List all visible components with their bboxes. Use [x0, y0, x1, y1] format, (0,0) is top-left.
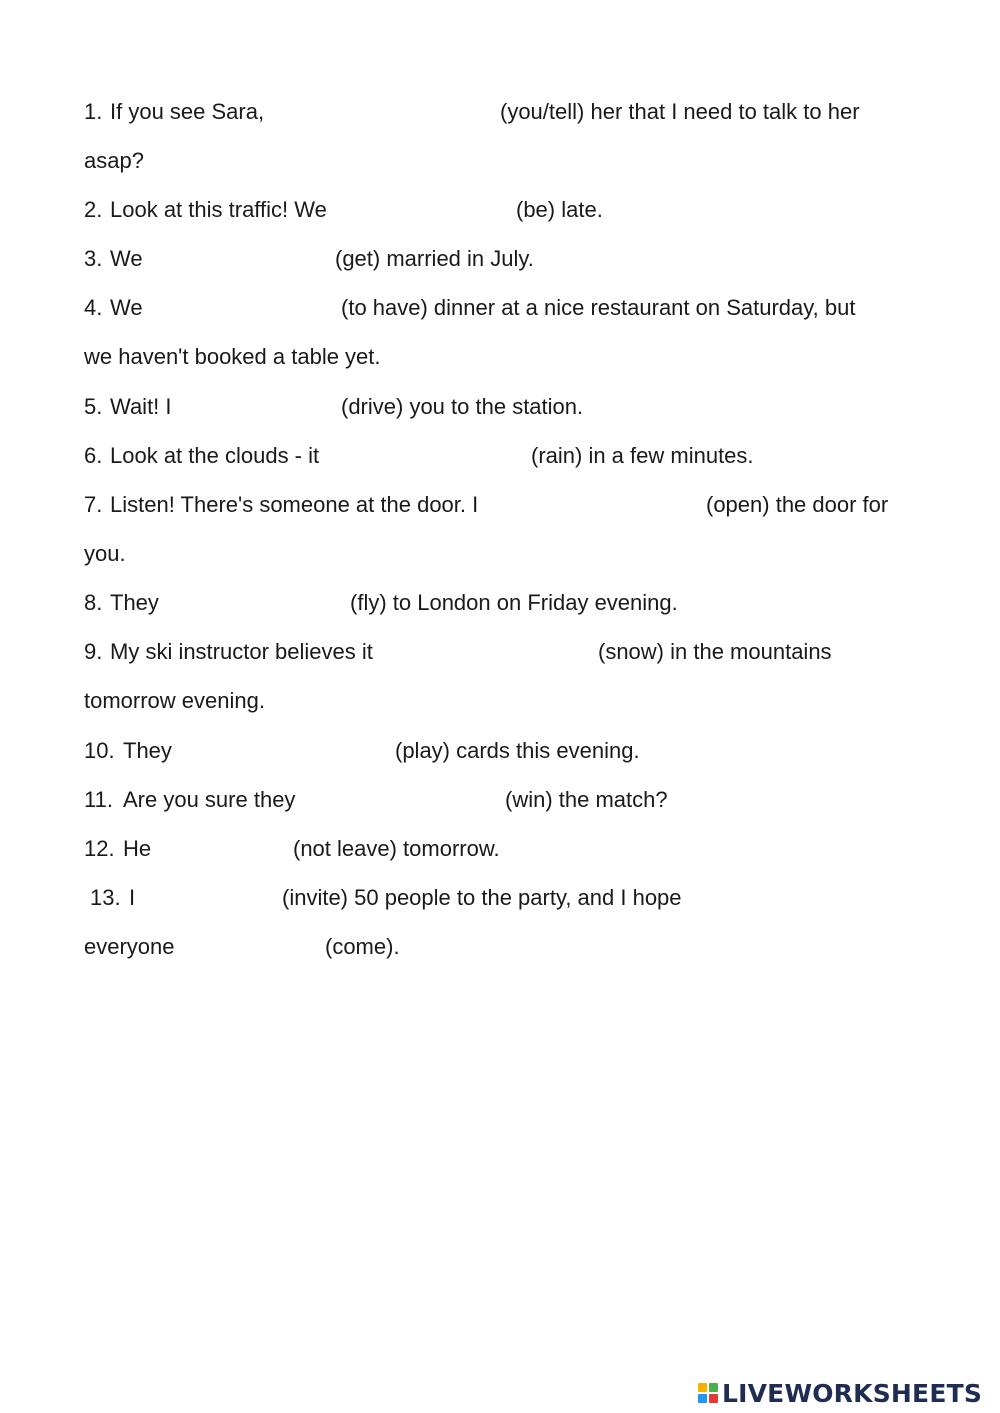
item-hint: (drive) you to the station.	[341, 394, 584, 419]
item-hint: (invite) 50 people to the party, and I hope	[282, 885, 682, 910]
item-hint: (be) late.	[516, 197, 603, 222]
item-text-continued: we haven't booked a table yet.	[84, 344, 381, 369]
item-hint: (not leave) tomorrow.	[293, 836, 500, 861]
answer-blank-11[interactable]	[324, 785, 500, 813]
answer-blank-1[interactable]	[280, 97, 494, 125]
item-text-continued: you.	[84, 541, 126, 566]
item-text-continued: everyone	[84, 934, 175, 959]
answer-blank-2[interactable]	[364, 195, 510, 223]
logo-square-icon	[709, 1383, 718, 1392]
item-hint: (you/tell) her that I need to talk to her	[500, 99, 860, 124]
answer-blank-9[interactable]	[418, 637, 594, 665]
item-hint: (snow) in the mountains	[598, 639, 832, 664]
item-hint: (win) the match?	[505, 787, 668, 812]
item-number: 11.	[84, 787, 113, 812]
answer-blank-4[interactable]	[154, 293, 336, 321]
item-hint: (open) the door for	[706, 492, 889, 517]
item-number: 1.	[84, 99, 103, 124]
item-text: They	[123, 738, 172, 763]
item-hint-continued: (come).	[325, 934, 400, 959]
answer-blank-6[interactable]	[352, 441, 524, 469]
item-number: 3.	[84, 246, 103, 271]
answer-blank-10[interactable]	[184, 736, 390, 764]
item-text: He	[123, 836, 152, 861]
item-text: Look at this traffic! We	[110, 197, 327, 222]
answer-blank-13b[interactable]	[192, 932, 320, 960]
item-text: My ski instructor believes it	[110, 639, 373, 664]
item-text: They	[110, 590, 159, 615]
item-text: We	[110, 246, 143, 271]
answer-blank-5[interactable]	[190, 392, 336, 420]
logo-grid-icon	[698, 1383, 718, 1403]
item-text-continued: asap?	[84, 148, 144, 173]
item-number: 8.	[84, 590, 103, 615]
item-number: 12.	[84, 836, 115, 861]
answer-blank-13a[interactable]	[146, 883, 274, 911]
item-hint: (get) married in July.	[335, 246, 534, 271]
answer-blank-8[interactable]	[170, 588, 346, 616]
logo-square-icon	[698, 1383, 707, 1392]
answer-blank-12[interactable]	[160, 834, 288, 862]
item-text: We	[110, 295, 143, 320]
logo-square-icon	[709, 1394, 718, 1403]
logo-square-icon	[698, 1394, 707, 1403]
item-hint: (play) cards this evening.	[395, 738, 640, 763]
item-text: Wait! I	[110, 394, 172, 419]
item-number: 7.	[84, 492, 103, 517]
logo-text: LIVEWORKSHEETS	[722, 1378, 983, 1408]
item-hint: (to have) dinner at a nice restaurant on Saturday, but	[341, 295, 856, 320]
item-number: 5.	[84, 394, 103, 419]
item-text: Are you sure they	[123, 787, 296, 812]
item-number: 2.	[84, 197, 103, 222]
item-text: If you see Sara,	[110, 99, 265, 124]
answer-blank-7[interactable]	[530, 490, 700, 518]
item-hint: (fly) to London on Friday evening.	[350, 590, 678, 615]
liveworksheets-logo[interactable]	[698, 1378, 982, 1408]
item-number: 9.	[84, 639, 103, 664]
item-hint: (rain) in a few minutes.	[531, 443, 754, 468]
item-text-continued: tomorrow evening.	[84, 688, 265, 713]
item-text: Look at the clouds - it	[110, 443, 320, 468]
item-number: 10.	[84, 738, 115, 763]
item-number: 4.	[84, 295, 103, 320]
item-text: I	[129, 885, 136, 910]
item-number: 13.	[90, 885, 121, 910]
item-number: 6.	[84, 443, 103, 468]
item-text: Listen! There's someone at the door. I	[110, 492, 479, 517]
answer-blank-3[interactable]	[154, 244, 330, 272]
